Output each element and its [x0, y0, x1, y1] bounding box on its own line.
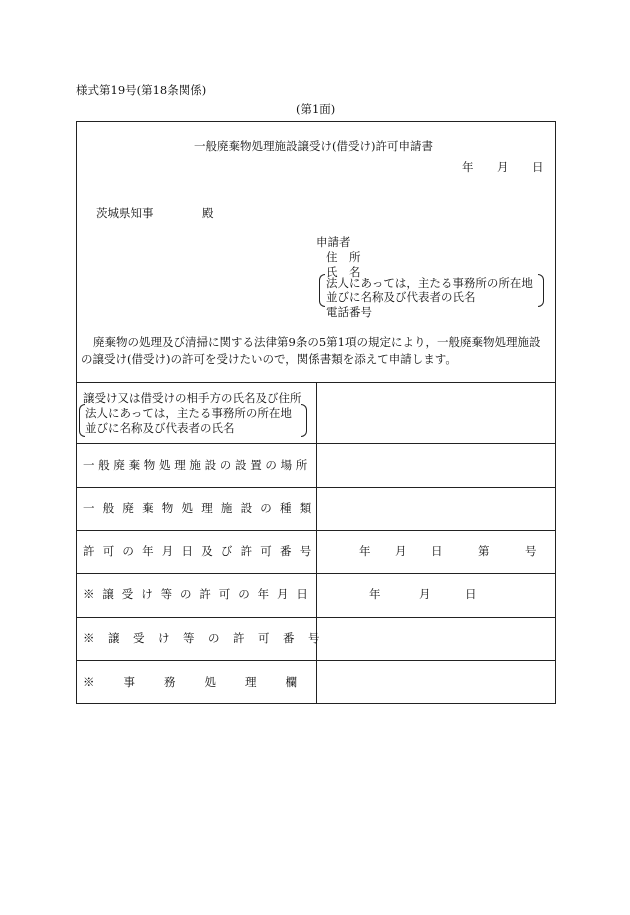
- row7-label: ※事務処理欄: [83, 675, 326, 689]
- row2-label-text: 一般廃棄物処理施設の設置の場所: [83, 458, 311, 472]
- row1-note-line1: 法人にあっては，主たる事務所の所在地: [85, 406, 292, 420]
- page-label: (第1面): [296, 102, 336, 116]
- row3-value: [317, 488, 555, 530]
- row5-month: 月: [419, 587, 431, 601]
- row5-label: ※譲受け等の許可の年月日: [83, 587, 316, 601]
- date-month-label: 月: [497, 160, 509, 174]
- row1-label: 譲受け又は借受けの相手方の氏名及び住所: [83, 391, 302, 405]
- row4-no-prefix: 第: [478, 544, 490, 558]
- row7-value: [317, 661, 555, 703]
- application-form: [76, 121, 556, 704]
- row4-year: 年: [359, 544, 371, 558]
- applicant-label: 申請者: [316, 235, 351, 249]
- applicant-note-bracket-right: [538, 274, 544, 307]
- row3-label: 一般廃棄物処理施設の種類: [83, 501, 320, 515]
- addressee-name: 茨城県知事: [96, 206, 154, 220]
- row5-year: 年: [369, 587, 381, 601]
- row2-value: [317, 444, 555, 487]
- applicant-note-line2: 並びに名称及び代表者の氏名: [326, 290, 476, 304]
- applicant-note-line1: 法人にあっては，主たる事務所の所在地: [326, 276, 533, 290]
- row2-label: [83, 460, 311, 472]
- date-day-label: 日: [532, 160, 544, 174]
- form-title: 一般廃棄物処理施設譲受け(借受け)許可申請書: [194, 139, 433, 153]
- row5-day: 日: [465, 587, 477, 601]
- body-text: 廃棄物の処理及び清掃に関する法律第9条の5第1項の規定により，一般廃棄物処理施設の譲受け(借受け)の許可を受けたいので，関係書類を添えて申請します。: [81, 335, 541, 366]
- row4-label: 許可の年月日及び許可番号: [83, 544, 320, 558]
- row4-no-suffix: 号: [525, 544, 537, 558]
- form-number: 様式第19号(第18条関係): [76, 83, 207, 97]
- applicant-note-bracket-left: [319, 274, 325, 307]
- row4-month: 月: [395, 544, 407, 558]
- applicant-phone-label: 電話番号: [326, 305, 372, 319]
- row1-note-line2: 並びに名称及び代表者の氏名: [85, 421, 235, 435]
- date-year-label: 年: [462, 160, 474, 174]
- row1-value: [317, 383, 555, 443]
- applicant-address-label: 住 所: [326, 250, 361, 264]
- row6-label: ※譲受け等の許可番号: [83, 631, 333, 645]
- row1-note-bracket-right: [301, 404, 307, 437]
- row6-value: [317, 618, 555, 660]
- addressee-honorific: 殿: [202, 206, 214, 220]
- row4-day: 日: [431, 544, 443, 558]
- applicant-name-label: 氏 名: [326, 265, 361, 279]
